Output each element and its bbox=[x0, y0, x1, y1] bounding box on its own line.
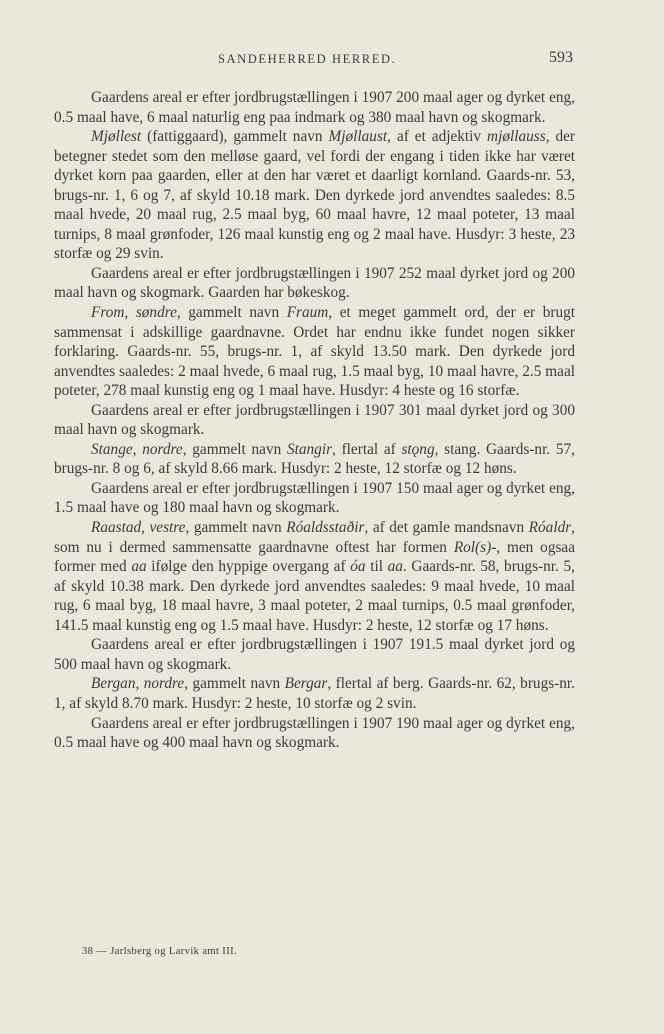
paragraph: Gaardens areal er efter jordbrugstællingen i 1907 301 maal dyrket jord og 300 maal havn og skogmark. bbox=[54, 401, 575, 439]
farm-name: Raastad, vestre bbox=[91, 519, 186, 537]
paragraph: Gaardens areal er efter jordbrugstællingen i 1907 200 maal ager og dyrket eng, 0.5 maal have, 6 maal naturlig eng paa indmark og 380 maal havn og skogmark. bbox=[54, 89, 575, 126]
running-head bbox=[0, 49, 664, 72]
paragraph: Gaardens areal er efter jordbrugstællingen i 1907 190 maal ager og dyrket eng, 0.5 maal have og 400 maal havn og skogmark. bbox=[54, 714, 575, 752]
old-name: Stangir bbox=[286, 440, 333, 458]
paragraph: Stange, nordre, gammelt navn Stangir, flertal af stǫng, stang. Gaards-nr. 57, brugs-nr. 8 og 6, af skyld 8.66 mark. Husdyr: 2 heste, 12 storfæ og 12 høns. bbox=[54, 440, 575, 478]
paragraph: Bergan, nordre, gammelt navn Bergar, flertal af berg. Gaards-nr. 62, brugs-nr. 1, af skyld 8.70 mark. Husdyr: 2 heste, 10 storfæ og 2 svin. bbox=[54, 675, 575, 712]
signature-footer: 38 — Jarlsberg og Larvik amt III. bbox=[82, 946, 238, 957]
page-number: 593 bbox=[549, 49, 573, 66]
paragraph: Gaardens areal er efter jordbrugstællingen i 1907 191.5 maal dyrket jord og 500 maal havn og skogmark. bbox=[54, 636, 575, 673]
old-name: Róaldsstaðir bbox=[286, 519, 365, 537]
old-name: Mjøllaust bbox=[328, 128, 388, 146]
farm-name: From, søndre bbox=[91, 304, 177, 322]
paragraph: Gaardens areal er efter jordbrugstællingen i 1907 150 maal ager og dyrket eng, 1.5 maal have og 180 maal havn og skogmark. bbox=[54, 479, 575, 517]
farm-name: Mjøllest bbox=[91, 128, 142, 146]
paragraph: Raastad, vestre, gammelt navn Róaldsstaðir, af det gamle mandsnavn Róaldr, som nu i dermed sammensatte gaardnavne oftest har formen Rol(s)-, men ogsaa former med aa ifølge den hyppige overgang af óa til aa. Gaards-nr. 58, brugs-nr. 5, af skyld 10.38 mark. Den dyrkede jord anvendtes saaledes: 9 maal hvede, 10 maal rug, 6 maal byg, 18 maal havre, 3 maal poteter, 2 maal turnips, 0.5 maal grønfoder, 141.5 maal kunstig eng og 1.5 maal have. Husdyr: 2 heste, 12 storfæ og 17 høns. bbox=[54, 519, 575, 634]
old-name: Bergar bbox=[284, 675, 328, 693]
body-text bbox=[54, 88, 575, 753]
farm-name: Bergan, nordre bbox=[91, 675, 185, 693]
old-name: Fraum bbox=[286, 304, 329, 322]
running-head-title: SANDEHERRED HERRED. bbox=[218, 52, 397, 66]
paragraph: Gaardens areal er efter jordbrugstællingen i 1907 252 maal dyrket jord og 200 maal havn og skogmark. Gaarden har bøkeskog. bbox=[54, 264, 575, 302]
paragraph: Mjøllest (fattiggaard), gammelt navn Mjøllaust, af et adjektiv mjøllauss, der betegner stedet som den melløse gaard, vel fordi der engang i tiden ikke har været dyrket korn paa gaarden, eller at den har været et daarligt kornland. Gaards-nr. 53, brugs-nr. 1, 6 og 7, af skyld 10.18 mark. Den dyrkede jord anvendtes saaledes: 8.5 maal hvede, 20 maal rug, 2.5 maal byg, 60 maal havre, 12 maal poteter, 13 maal turnips, 8 maal grønfoder, 126 maal kunstig eng og 2 maal have. Husdyr: 3 heste, 23 storfæ og 29 svin. bbox=[54, 128, 576, 263]
paragraph: From, søndre, gammelt navn Fraum, et meget gammelt ord, der er brugt sammensat i adskillige gaardnavne. Ordet har endnu ikke fundet nogen sikker forklaring. Gaards-nr. 55, brugs-nr. 1, af skyld 13.50 mark. Den dyrkede jord anvendtes saaledes: 2 maal hvede, 6 maal rug, 1.5 maal byg, 10 maal havre, 2.5 maal poteter, 278 maal kunstig eng og 1 maal have. Husdyr: 4 heste og 16 storfæ. bbox=[54, 304, 575, 400]
farm-name: Stange, nordre bbox=[91, 440, 183, 458]
